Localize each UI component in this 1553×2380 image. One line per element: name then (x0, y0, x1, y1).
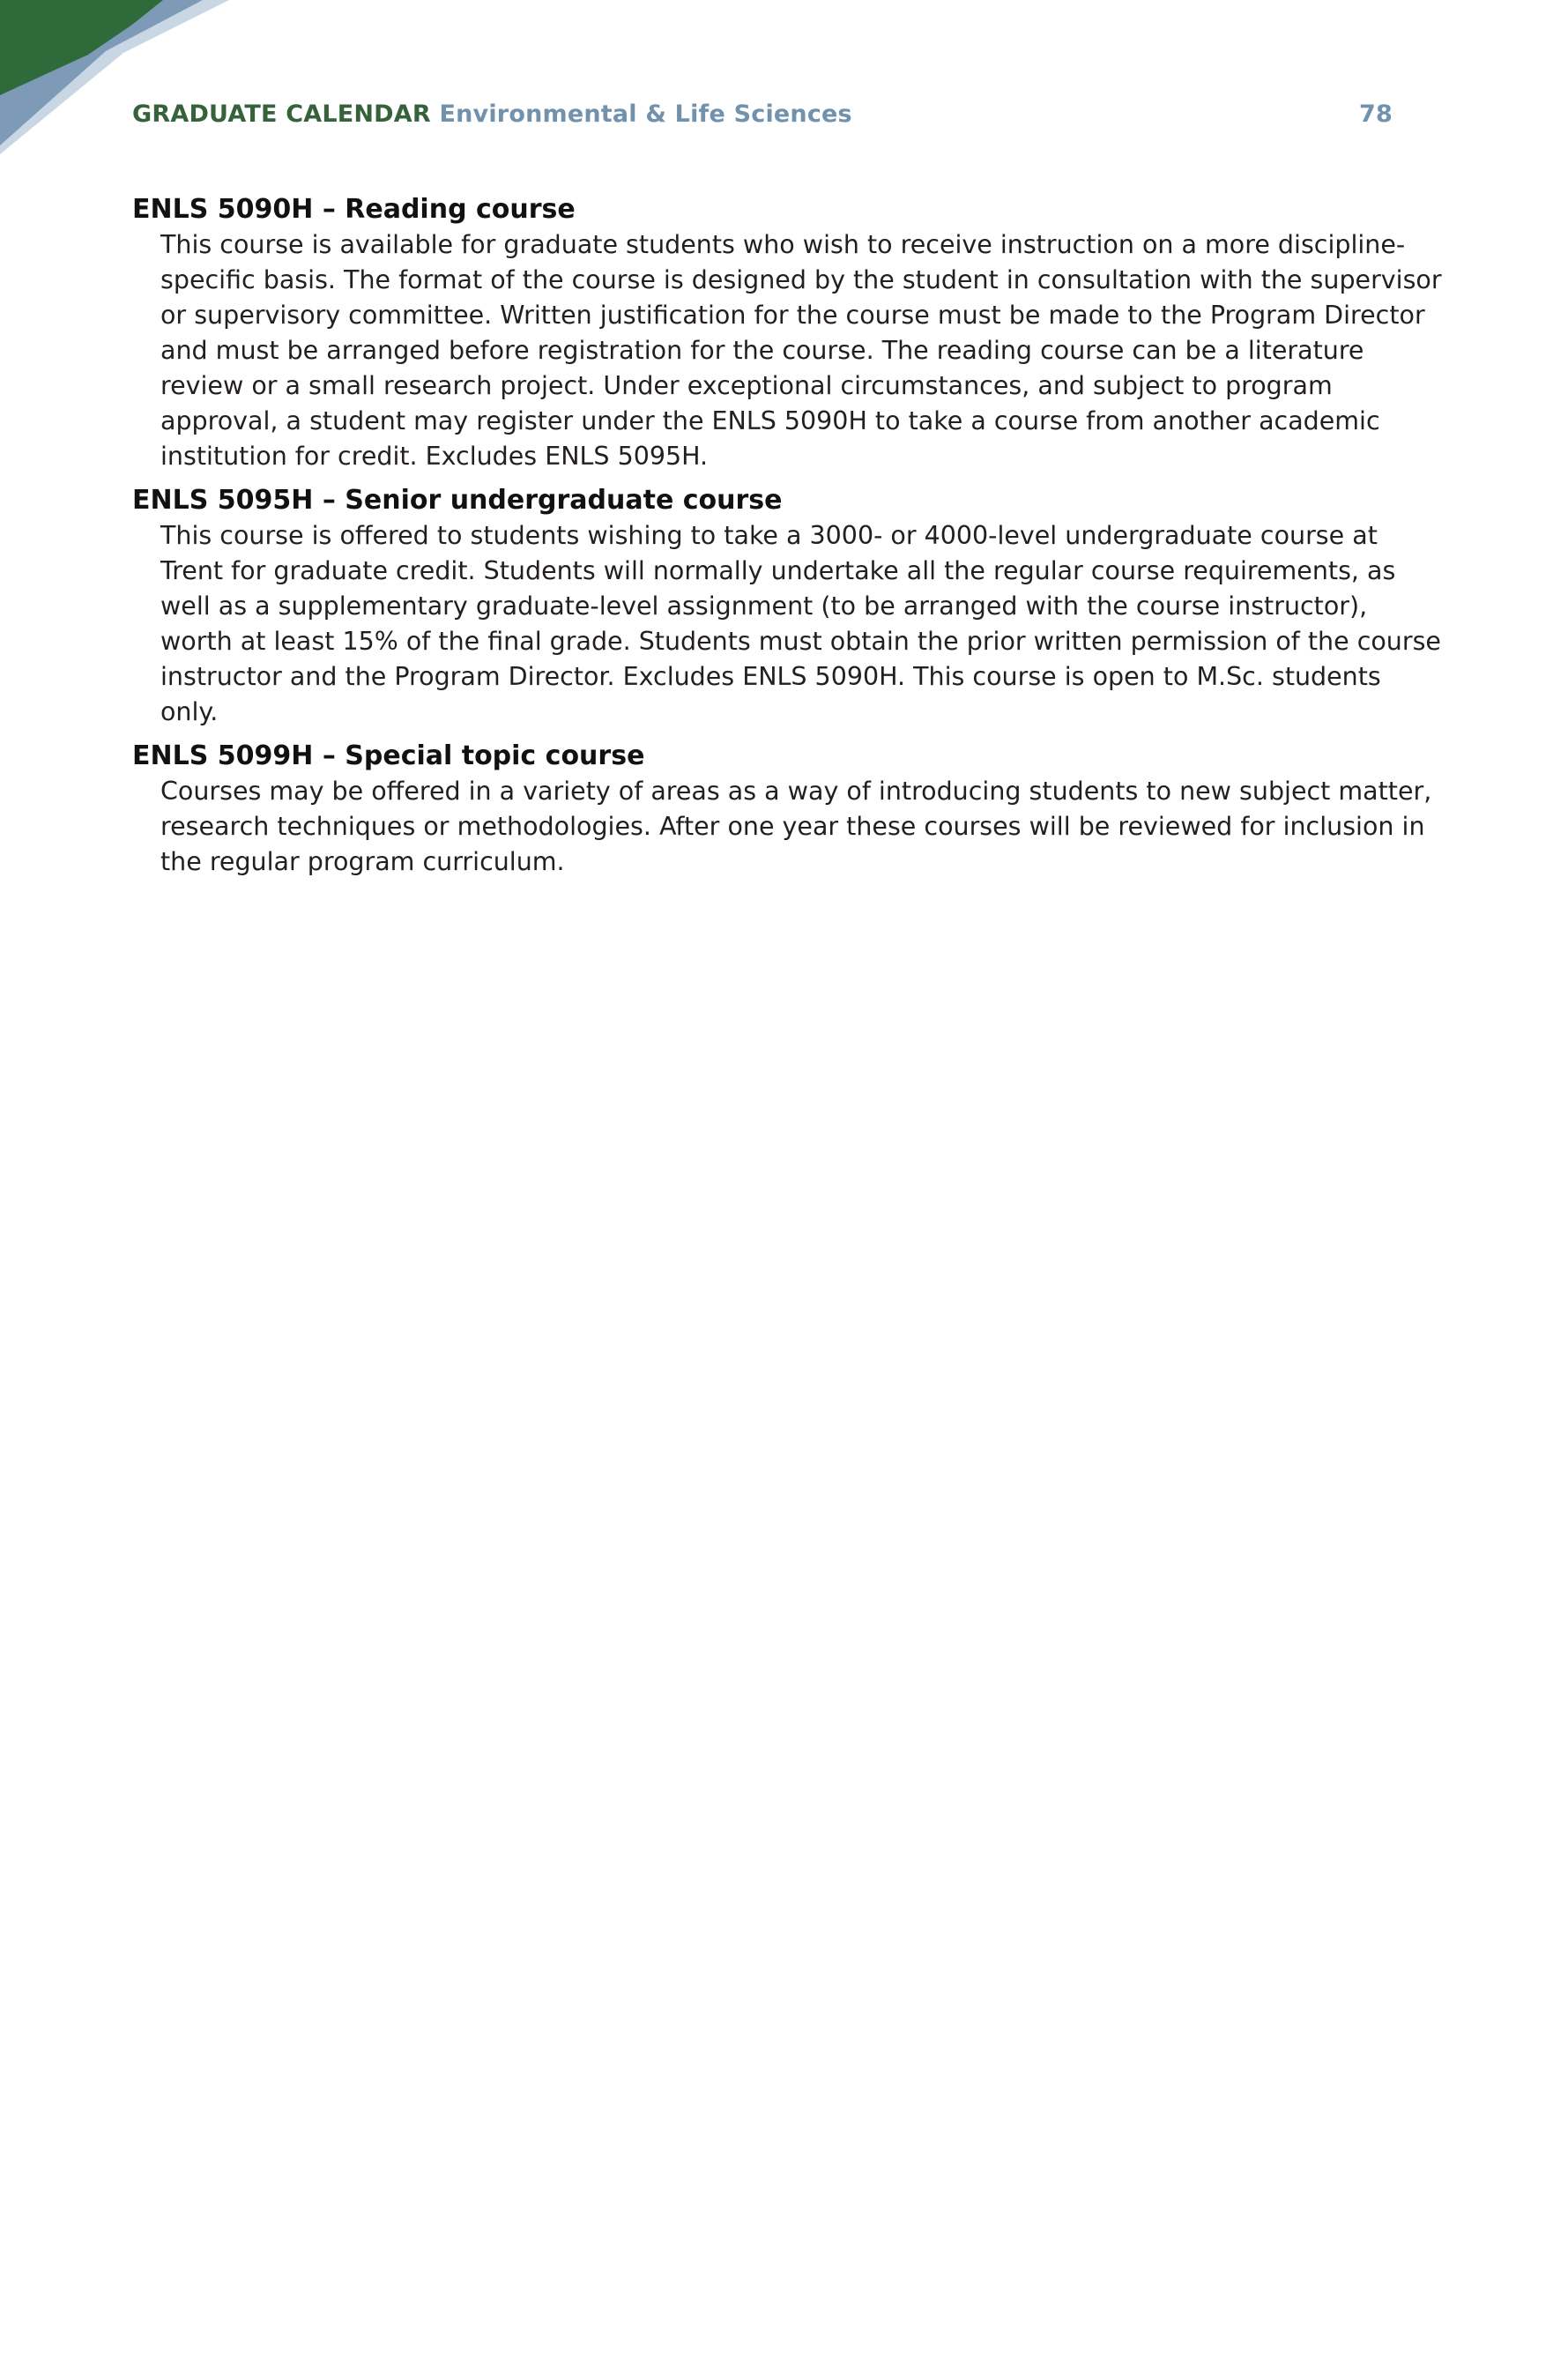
course-entry-enls-5099h (132, 739, 1445, 880)
course-title: ENLS 5090H – Reading course (132, 194, 576, 225)
corner-decoration (0, 0, 256, 159)
course-list (132, 192, 1445, 889)
course-description: Courses may be offered in a variety of areas as a way of introducing students to new subject matter, research techniques or methodologies. After one year these courses will be reviewed for inclusion in the regular program curriculum. (160, 777, 1432, 876)
page-number: 78 (1359, 100, 1393, 128)
course-title: ENLS 5099H – Special topic course (132, 740, 645, 771)
running-header (132, 100, 1393, 130)
course-description: This course is available for graduate students who wish to receive instruction on a more discipline-specific basis. The format of the course is designed by the student in consultation with the supervisor or supervisory committee. Written justification for the course must be made to the Program Director and must be arranged before registration for the course. The reading course can be a literature review or a small research project. Under exceptional circumstances, and subject to program approval, a student may register under the ENLS 5090H to take a course from another academic institution for credit. Excludes ENLS 5095H. (160, 230, 1442, 471)
course-title: ENLS 5095H – Senior undergraduate course (132, 485, 783, 516)
header-section-label: GRADUATE CALENDAR (132, 100, 431, 128)
course-entry-enls-5095h (132, 483, 1445, 730)
header-program-label: Environmental & Life Sciences (439, 100, 852, 128)
course-description: This course is offered to students wishing to take a 3000- or 4000-level undergraduate course at Trent for graduate credit. Students will normally undertake all the regular course requirements, as well as a supplementary graduate-level assignment (to be arranged with the course instructor), worth at least 15% of the final grade. Students must obtain the prior written permission of the course instructor and the Program Director. Excludes ENLS 5090H. This course is open to M.Sc. students only. (160, 521, 1441, 726)
course-entry-enls-5090h (132, 192, 1445, 474)
header-title (132, 100, 852, 128)
